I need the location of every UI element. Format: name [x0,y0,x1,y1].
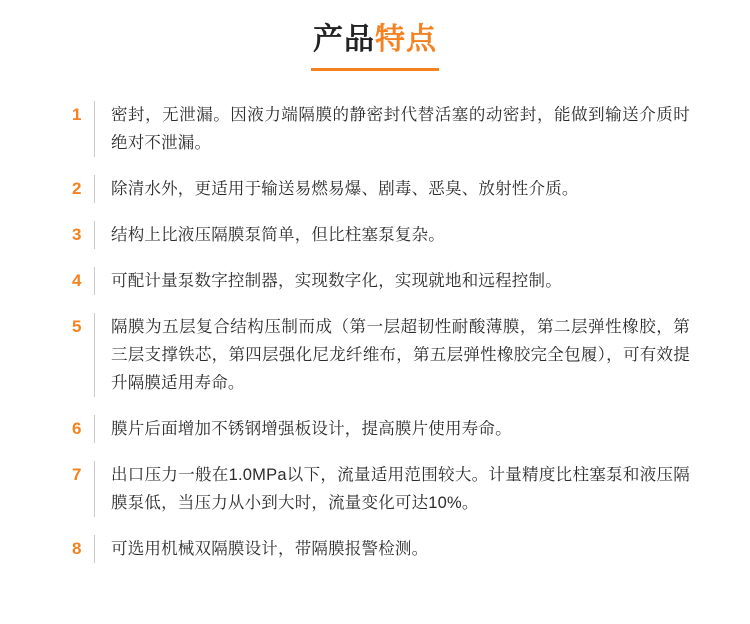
list-item-number: 7 [72,465,82,484]
list-item-divider [94,313,95,397]
list-item [72,313,690,397]
list-item-number: 2 [72,179,82,198]
list-item-number: 5 [72,317,82,336]
page-title-dark: 产品 [313,23,375,56]
list-item-text: 可选用机械双隔膜设计，带隔膜报警检测。 [111,540,429,558]
list-item-text: 可配计量泵数字控制器，实现数字化，实现就地和远程控制。 [111,272,562,290]
list-item-number: 1 [72,105,82,124]
list-item-number: 8 [72,539,82,558]
list-item-divider [94,175,95,203]
list-item-divider [94,221,95,249]
list-item [72,461,690,517]
page-title-accent: 特点 [375,23,437,56]
list-item [72,175,690,203]
list-item-number: 4 [72,271,82,290]
list-item-divider [94,415,95,443]
list-item-number: 6 [72,419,82,438]
page-title-block [0,0,750,75]
list-item [72,101,690,157]
list-item-text: 结构上比液压隔膜泵简单，但比柱塞泵复杂。 [111,226,445,244]
list-item-divider [94,535,95,563]
page-title [313,22,437,66]
list-item-text: 密封，无泄漏。因液力端隔膜的静密封代替活塞的动密封，能做到输送介质时绝对不泄漏。 [111,106,690,152]
list-item [72,267,690,295]
title-underline [311,68,439,71]
list-item-divider [94,461,95,517]
list-item-divider [94,101,95,157]
feature-list [0,101,750,563]
list-item-text: 出口压力一般在1.0MPa以下，流量适用范围较大。计量精度比柱塞泵和液压隔膜泵低，当压力从小到大时，流量变化可达10%。 [111,466,690,512]
list-item [72,221,690,249]
list-item-number: 3 [72,225,82,244]
list-item-text: 隔膜为五层复合结构压制而成（第一层超韧性耐酸薄膜，第二层弹性橡胶，第三层支撑铁芯，第四层强化尼龙纤维布，第五层弹性橡胶完全包履），可有效提升隔膜适用寿命。 [111,318,690,392]
list-item-divider [94,267,95,295]
list-item-text: 除清水外，更适用于输送易燃易爆、剧毒、恶臭、放射性介质。 [111,180,579,198]
list-item [72,415,690,443]
list-item-text: 膜片后面增加不锈钢增强板设计，提高膜片使用寿命。 [111,420,512,438]
list-item [72,535,690,563]
